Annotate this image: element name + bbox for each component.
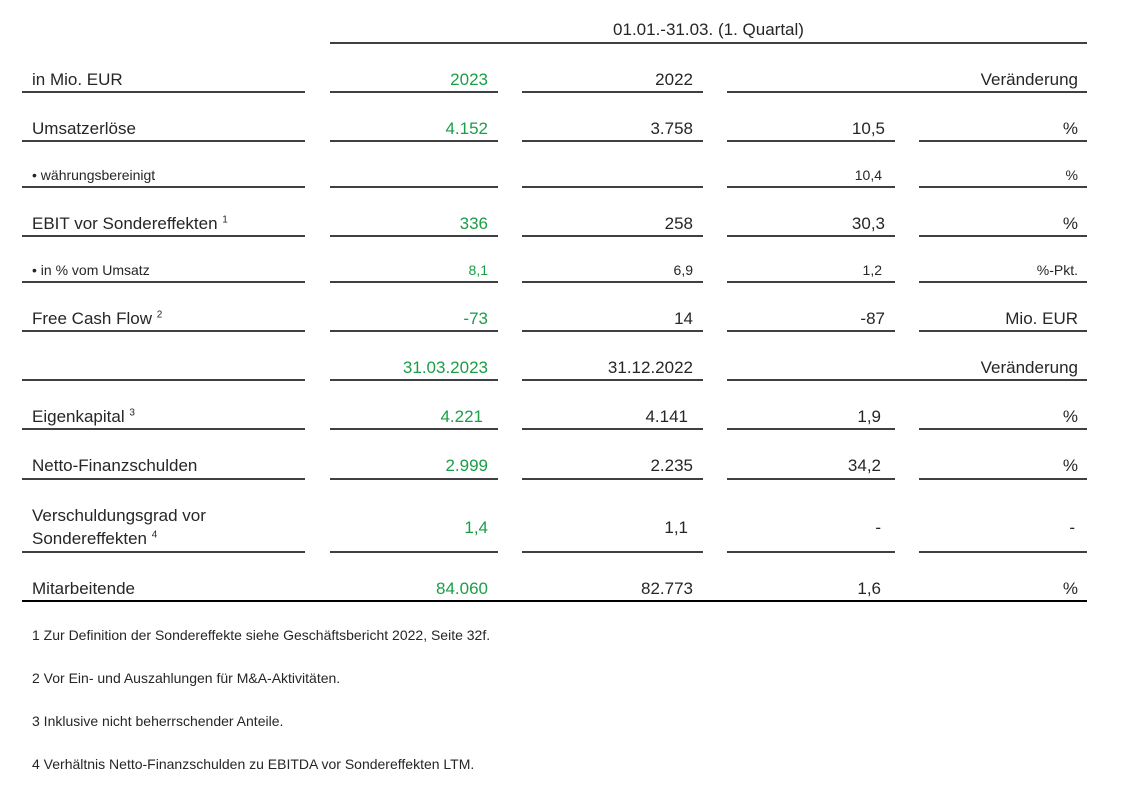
row-label: • in % vom Umsatz — [32, 262, 150, 278]
rule — [22, 379, 305, 381]
rule — [330, 281, 498, 283]
rule — [330, 235, 498, 237]
period-header: 01.01.-31.03. (1. Quartal) — [613, 20, 804, 39]
value-unit: % — [1062, 214, 1078, 233]
rule — [919, 551, 1087, 553]
rule — [522, 478, 703, 480]
footnote-ref: 3 — [129, 407, 135, 419]
rule — [22, 478, 305, 480]
rule — [522, 379, 703, 381]
value-current: 1,4 — [464, 518, 488, 537]
rule — [727, 551, 895, 553]
rule — [919, 428, 1087, 430]
rule — [22, 186, 305, 188]
footnote-ref: 4 — [151, 529, 158, 541]
rule — [22, 91, 305, 93]
value-prior: 82.773 — [641, 579, 693, 598]
rule — [522, 140, 703, 142]
rule — [330, 330, 498, 332]
value-unit: - — [1069, 518, 1075, 537]
value-change: 34,2 — [847, 456, 881, 475]
value-change: 30,3 — [851, 214, 885, 233]
rule — [727, 140, 895, 142]
rule — [330, 551, 498, 553]
row-label: Umsatzerlöse — [32, 119, 136, 138]
rule — [22, 330, 305, 332]
rule — [919, 235, 1087, 237]
rule — [919, 186, 1087, 188]
rule — [330, 91, 498, 93]
value-current: 84.060 — [436, 579, 488, 598]
rule — [919, 330, 1087, 332]
footnote-2: 2 Vor Ein- und Auszahlungen für M&A-Aktivitäten. — [32, 670, 341, 686]
rule — [522, 91, 703, 93]
rule — [919, 478, 1087, 480]
value-change: 10,5 — [851, 119, 885, 138]
value-unit: % — [1062, 119, 1078, 138]
rule — [22, 281, 305, 283]
value-unit: % — [1062, 579, 1078, 598]
footnote-4: 4 Verhältnis Netto-Finanzschulden zu EBITDA vor Sondereffekten LTM. — [32, 756, 475, 772]
rule — [727, 186, 895, 188]
rule — [22, 551, 305, 553]
period-header-rule — [330, 42, 1087, 44]
table-bottom-rule — [22, 600, 1087, 602]
row-label: Eigenkapital $^3$ — [32, 407, 135, 426]
rule — [727, 91, 1087, 93]
rule — [522, 551, 703, 553]
col-header-change-2: Veränderung — [980, 358, 1078, 377]
rule — [22, 235, 305, 237]
row-label: Free Cash Flow $^2$ — [32, 309, 163, 328]
footnote-3: 3 Inklusive nicht beherrschender Anteile. — [32, 713, 284, 729]
value-current: 336 — [459, 214, 488, 233]
rule — [522, 281, 703, 283]
unit-label: in Mio. EUR — [32, 70, 123, 89]
value-current: 4.152 — [445, 119, 488, 138]
rule — [727, 235, 895, 237]
value-change: 10,4 — [854, 167, 882, 183]
value-change: 1,9 — [857, 407, 881, 426]
value-prior: 14 — [674, 309, 693, 328]
rule — [522, 330, 703, 332]
rule — [522, 186, 703, 188]
footnote-1: 1 Zur Definition der Sondereffekte siehe Geschäftsbericht 2022, Seite 32f. — [32, 627, 491, 643]
rule — [727, 281, 895, 283]
value-prior: 1,1 — [664, 518, 688, 537]
rule — [727, 428, 895, 430]
value-prior: 258 — [664, 214, 693, 233]
value-unit: % — [1065, 167, 1078, 183]
value-change: 1,2 — [862, 262, 882, 278]
row-label-line2: Sondereffekten $^4$ — [32, 529, 158, 548]
value-change: 1,6 — [857, 579, 881, 598]
rule — [919, 281, 1087, 283]
footnote-ref: 2 — [156, 309, 163, 321]
rule — [330, 428, 498, 430]
value-unit: Mio. EUR — [1005, 309, 1078, 328]
row-label: Netto-Finanzschulden — [32, 456, 198, 475]
value-prior: 2.235 — [650, 456, 693, 475]
rule — [727, 330, 895, 332]
rule — [727, 379, 1087, 381]
value-unit: %-Pkt. — [1036, 262, 1078, 278]
value-unit: % — [1062, 456, 1078, 475]
value-prior: 6,9 — [673, 262, 693, 278]
col-header-change: Veränderung — [980, 70, 1078, 89]
rule — [22, 140, 305, 142]
rule — [727, 478, 895, 480]
rule — [22, 428, 305, 430]
rule — [330, 478, 498, 480]
value-current: 4.221 — [440, 407, 483, 426]
rule — [919, 140, 1087, 142]
rule — [522, 428, 703, 430]
value-current: 8,1 — [468, 262, 488, 278]
value-current: 2.999 — [445, 456, 488, 475]
col-header-prior: 2022 — [655, 70, 693, 89]
rule — [330, 186, 498, 188]
rule — [330, 379, 498, 381]
col-header-current-date: 31.03.2023 — [402, 358, 488, 377]
row-label-line1: Verschuldungsgrad vor — [32, 506, 206, 525]
row-label: Mitarbeitende — [32, 579, 136, 598]
value-current: -73 — [463, 309, 488, 328]
value-prior: 3.758 — [650, 119, 693, 138]
row-label: • währungsbereinigt — [32, 167, 156, 183]
value-change: - — [875, 518, 881, 537]
rule — [330, 140, 498, 142]
value-change: -87 — [860, 309, 885, 328]
row-label: EBIT vor Sondereffekten $^1$ — [32, 214, 228, 233]
rule — [522, 235, 703, 237]
value-prior: 4.141 — [645, 407, 688, 426]
footnote-ref: 1 — [222, 214, 228, 226]
col-header-prior-date: 31.12.2022 — [607, 358, 693, 377]
col-header-current: 2023 — [450, 70, 488, 89]
value-unit: % — [1062, 407, 1078, 426]
